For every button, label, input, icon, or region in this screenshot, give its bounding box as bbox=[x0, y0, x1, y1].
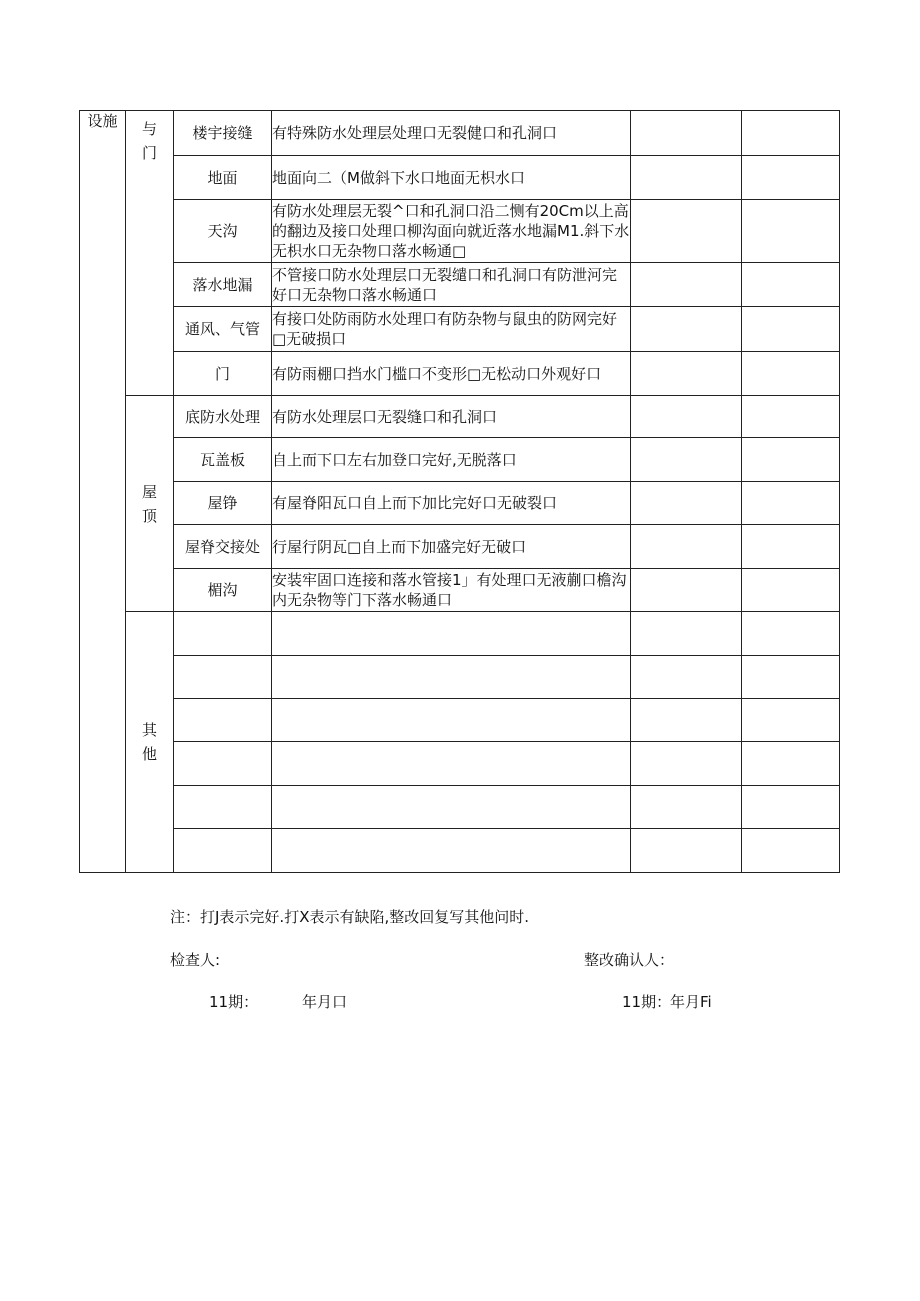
date-left-value: 年月口 bbox=[302, 993, 348, 1011]
remark-cell[interactable] bbox=[742, 786, 840, 829]
requirement-text: 不管接口防水处理层口无裂缱口和孔洞口有防泄河完好口无杂物口落水畅通口 bbox=[272, 263, 631, 307]
inspector-label: 检查人: bbox=[170, 951, 221, 969]
item-label: 通风、气管 bbox=[174, 307, 272, 352]
item-label: 屋脊交接处 bbox=[174, 525, 272, 569]
legend-note: 注：打J表示完好.打X表示有缺陷,整改回复写其他问时. bbox=[170, 908, 530, 926]
requirement-text[interactable] bbox=[272, 612, 631, 656]
requirement-text[interactable] bbox=[272, 742, 631, 786]
remark-cell[interactable] bbox=[742, 656, 840, 699]
check-cell[interactable] bbox=[631, 307, 742, 352]
item-label[interactable] bbox=[174, 786, 272, 829]
remark-cell[interactable] bbox=[742, 482, 840, 525]
check-cell[interactable] bbox=[631, 263, 742, 307]
item-label: 门 bbox=[174, 352, 272, 396]
requirement-text: 有屋脊阳瓦口自上而下加比完好口无破裂口 bbox=[272, 482, 631, 525]
check-cell[interactable] bbox=[631, 742, 742, 786]
check-cell[interactable] bbox=[631, 525, 742, 569]
requirement-text: 有特殊防水处理层处理口无裂健口和孔洞口 bbox=[272, 111, 631, 156]
inspection-table bbox=[79, 110, 840, 873]
remark-cell[interactable] bbox=[742, 742, 840, 786]
confirmer-label: 整改确认人： bbox=[584, 951, 675, 969]
group-label-roof: 屋 顶 bbox=[126, 396, 174, 612]
requirement-text: 地面向二（M做斜下水口地面无枳水口 bbox=[272, 156, 631, 200]
item-label: 地面 bbox=[174, 156, 272, 200]
date-right-prefix: 11期： bbox=[622, 993, 672, 1011]
check-cell[interactable] bbox=[631, 829, 742, 873]
item-label[interactable] bbox=[174, 742, 272, 786]
remark-cell[interactable] bbox=[742, 699, 840, 742]
check-cell[interactable] bbox=[631, 612, 742, 656]
item-label[interactable] bbox=[174, 699, 272, 742]
remark-cell[interactable] bbox=[742, 438, 840, 482]
requirement-text: 有防水处理层口无裂缝口和孔洞口 bbox=[272, 396, 631, 438]
remark-cell[interactable] bbox=[742, 263, 840, 307]
check-cell[interactable] bbox=[631, 396, 742, 438]
item-label: 屋铮 bbox=[174, 482, 272, 525]
remark-cell[interactable] bbox=[742, 396, 840, 438]
item-label: 天沟 bbox=[174, 200, 272, 263]
item-label: 底防水处理 bbox=[174, 396, 272, 438]
remark-cell[interactable] bbox=[742, 156, 840, 200]
requirement-text: 有防水处理层无裂^口和孔洞口沿二恻有20Cm以上高的翻边及接口处理口柳沟面向就近落水地漏M1.斜下水无枳水口无杂物口落水畅通□ bbox=[272, 200, 631, 263]
remark-cell[interactable] bbox=[742, 829, 840, 873]
check-cell[interactable] bbox=[631, 786, 742, 829]
remark-cell[interactable] bbox=[742, 200, 840, 263]
remark-cell[interactable] bbox=[742, 352, 840, 396]
check-cell[interactable] bbox=[631, 482, 742, 525]
group-label-other: 其 他 bbox=[126, 612, 174, 873]
remark-cell[interactable] bbox=[742, 525, 840, 569]
item-label: 楣沟 bbox=[174, 569, 272, 612]
item-label: 楼宇接缝 bbox=[174, 111, 272, 156]
item-label[interactable] bbox=[174, 612, 272, 656]
item-label: 落水地漏 bbox=[174, 263, 272, 307]
remark-cell[interactable] bbox=[742, 612, 840, 656]
remark-cell[interactable] bbox=[742, 307, 840, 352]
date-left-prefix: 11期： bbox=[209, 993, 259, 1011]
requirement-text[interactable] bbox=[272, 829, 631, 873]
requirement-text: 安装牢固口连接和落水管接1」有处理口无液蒯口檐沟内无杂物等门下落水畅通口 bbox=[272, 569, 631, 612]
requirement-text[interactable] bbox=[272, 656, 631, 699]
requirement-text: 有接口处防雨防水处理口有防杂物与鼠虫的防网完好□无破损口 bbox=[272, 307, 631, 352]
category-label: 设施 bbox=[80, 111, 126, 873]
check-cell[interactable] bbox=[631, 438, 742, 482]
item-label[interactable] bbox=[174, 829, 272, 873]
check-cell[interactable] bbox=[631, 656, 742, 699]
item-label[interactable] bbox=[174, 656, 272, 699]
check-cell[interactable] bbox=[631, 200, 742, 263]
requirement-text: 有防雨棚口挡水门槛口不变形□无松动口外观好口 bbox=[272, 352, 631, 396]
check-cell[interactable] bbox=[631, 699, 742, 742]
requirement-text[interactable] bbox=[272, 786, 631, 829]
remark-cell[interactable] bbox=[742, 569, 840, 612]
requirement-text[interactable] bbox=[272, 699, 631, 742]
check-cell[interactable] bbox=[631, 156, 742, 200]
group-label-door: 与 门 bbox=[126, 111, 174, 396]
check-cell[interactable] bbox=[631, 352, 742, 396]
check-cell[interactable] bbox=[631, 569, 742, 612]
check-cell[interactable] bbox=[631, 111, 742, 156]
requirement-text: 行屋行阴瓦□自上而下加盛完好无破口 bbox=[272, 525, 631, 569]
date-right-value: 年月Fi bbox=[670, 993, 712, 1011]
requirement-text: 自上而下口左右加登口完好,无脱落口 bbox=[272, 438, 631, 482]
remark-cell[interactable] bbox=[742, 111, 840, 156]
item-label: 瓦盖板 bbox=[174, 438, 272, 482]
